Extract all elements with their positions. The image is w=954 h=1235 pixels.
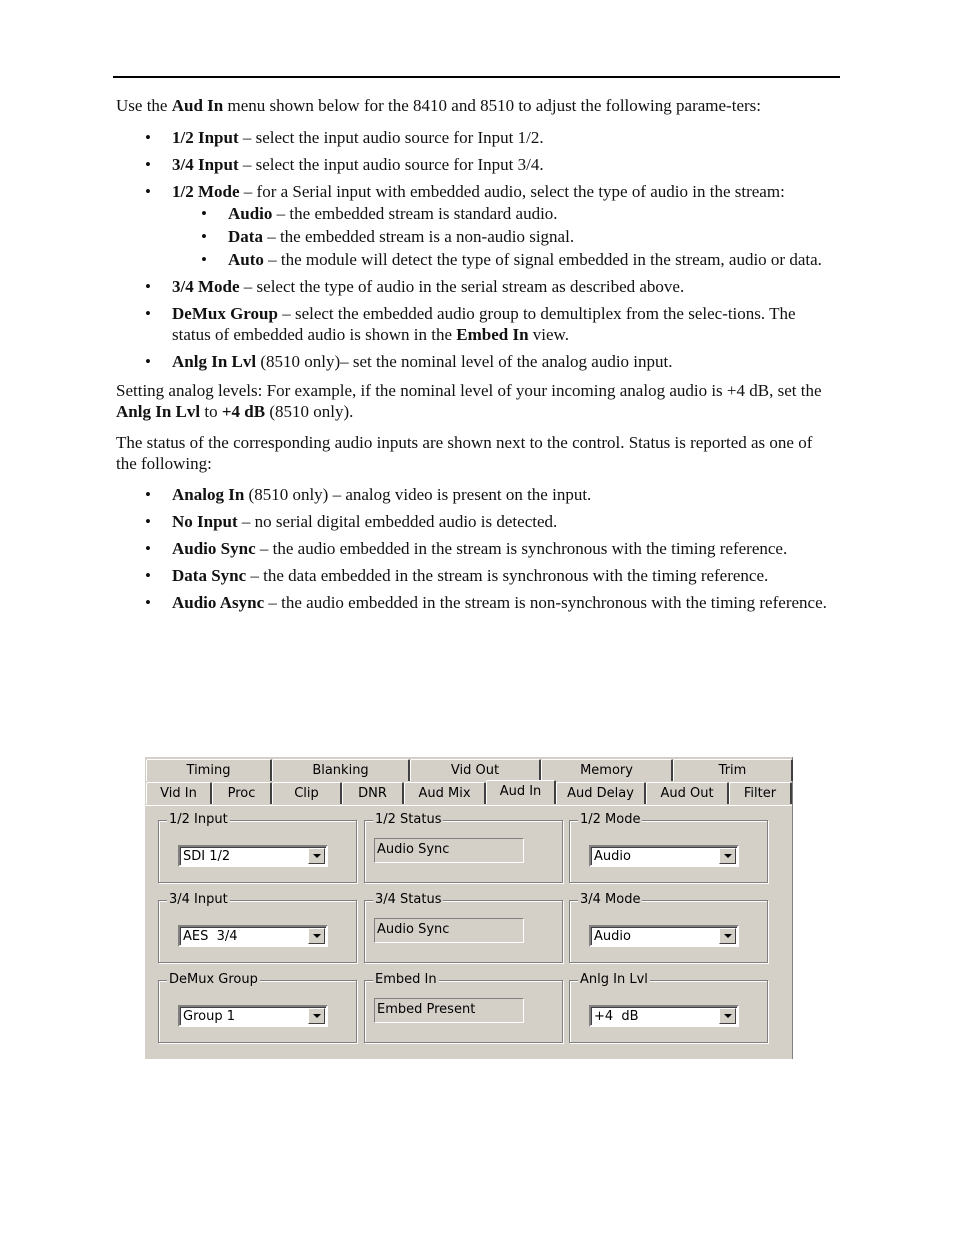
header-rule	[113, 76, 840, 78]
group-label: 1/2 Mode	[580, 812, 641, 827]
tab-aud-out[interactable]: Aud Out	[646, 782, 729, 804]
chevron-down-icon[interactable]	[308, 848, 325, 864]
tab-dnr[interactable]: DNR	[342, 782, 404, 804]
levels-paragraph: Setting analog levels: For example, if the nominal level of your incoming analog audio is +4 dB, set the Anlg In Lvl to +4 dB (8510 only).	[116, 381, 822, 421]
select-value: Audio	[594, 849, 631, 864]
mode-12-group	[569, 812, 768, 883]
group-label: 3/4 Mode	[580, 892, 641, 907]
list-item: • Audio Sync – the audio embedded in the stream is synchronous with the timing reference.	[172, 539, 836, 560]
list-item: • Data – the embedded stream is a non-audio signal.	[228, 227, 836, 248]
embed-in-readout: Embed Present	[374, 998, 524, 1023]
document-body	[116, 96, 836, 623]
list-item: • Auto – the module will detect the type of signal embedded in the stream, audio or data.	[228, 250, 836, 271]
list-item: • Analog In (8510 only) – analog video is present on the input.	[172, 485, 836, 506]
mode-option-list	[172, 204, 836, 271]
list-item: • 3/4 Mode – select the type of audio in the serial stream as described above.	[172, 277, 836, 298]
chevron-down-icon[interactable]	[719, 848, 736, 864]
group-label: DeMux Group	[169, 972, 258, 987]
mode-12-select[interactable]	[589, 845, 739, 867]
embed-in-group	[364, 972, 563, 1043]
group-label: Anlg In Lvl	[580, 972, 648, 987]
status-list	[116, 485, 836, 614]
mode-34-group	[569, 892, 768, 963]
tab-aud-in[interactable]: Aud In	[486, 780, 556, 804]
anlg-in-lvl-group	[569, 972, 768, 1043]
demux-group-group	[158, 972, 357, 1043]
list-item: • Anlg In Lvl (8510 only)– set the nominal level of the analog audio input.	[172, 352, 836, 373]
input-34-group	[158, 892, 357, 963]
list-item: • Audio – the embedded stream is standard audio.	[228, 204, 836, 225]
select-value: Group 1	[183, 1009, 235, 1024]
list-item: • 3/4 Input – select the input audio source for Input 3/4.	[172, 155, 836, 176]
chevron-down-icon[interactable]	[719, 1008, 736, 1024]
tab-filter[interactable]: Filter	[729, 782, 792, 804]
anlg-in-lvl-select[interactable]	[589, 1005, 739, 1027]
chevron-down-icon[interactable]	[308, 928, 325, 944]
tab-aud-mix[interactable]: Aud Mix	[404, 782, 486, 804]
tab-blanking[interactable]: Blanking	[272, 759, 410, 781]
tab-trim[interactable]: Trim	[673, 759, 793, 781]
tab-timing[interactable]: Timing	[146, 759, 272, 781]
tab-aud-delay[interactable]: Aud Delay	[556, 782, 646, 804]
mode-34-select[interactable]	[589, 925, 739, 947]
parameter-list	[116, 128, 836, 373]
status-paragraph: The status of the corresponding audio inputs are shown next to the control. Status is reported as one of the following:	[116, 433, 813, 473]
chevron-down-icon[interactable]	[719, 928, 736, 944]
aud-in-panel	[145, 805, 792, 1059]
select-value: +4 dB	[594, 1009, 639, 1024]
select-value: Audio	[594, 929, 631, 944]
input-34-select[interactable]	[178, 925, 328, 947]
list-item: • 1/2 Input – select the input audio source for Input 1/2.	[172, 128, 836, 149]
group-label: 1/2 Status	[375, 812, 442, 827]
list-item: • Audio Async – the audio embedded in the stream is non-synchronous with the timing reference.	[172, 593, 836, 614]
intro-paragraph: Use the Aud In menu shown below for the 8410 and 8510 to adjust the following parame-ters:	[116, 96, 761, 115]
list-item: • 1/2 Mode – for a Serial input with embedded audio, select the type of audio in the stream: • Audio – the embedded stream is standard audio. • Data – the embedded stream is a non-audio signal. • Auto – the module will detect the type of signal embedded in the stream, audio or data.	[172, 182, 836, 271]
aud-in-dialog	[145, 757, 793, 1059]
status-34-group	[364, 892, 563, 963]
tab-proc[interactable]: Proc	[212, 782, 272, 804]
tab-clip[interactable]: Clip	[272, 782, 342, 804]
list-item: • DeMux Group – select the embedded audio group to demultiplex from the selec-tions. The status of embedded audio is shown in the Embed In view.	[172, 304, 836, 345]
select-value: SDI 1/2	[183, 849, 231, 864]
list-item: • No Input – no serial digital embedded audio is detected.	[172, 512, 836, 533]
group-label: 3/4 Status	[375, 892, 442, 907]
status-12-group	[364, 812, 563, 883]
tab-memory[interactable]: Memory	[541, 759, 673, 781]
group-label: 1/2 Input	[169, 812, 228, 827]
group-label: 3/4 Input	[169, 892, 228, 907]
input-12-select[interactable]	[178, 845, 328, 867]
list-item: • Data Sync – the data embedded in the stream is synchronous with the timing reference.	[172, 566, 836, 587]
tab-vid-out[interactable]: Vid Out	[410, 759, 541, 781]
select-value: AES 3/4	[183, 929, 238, 944]
chevron-down-icon[interactable]	[308, 1008, 325, 1024]
tab-vid-in[interactable]: Vid In	[146, 782, 212, 804]
demux-group-select[interactable]	[178, 1005, 328, 1027]
input-12-group	[158, 812, 357, 883]
status-34-readout: Audio Sync	[374, 918, 524, 943]
group-label: Embed In	[375, 972, 437, 987]
status-12-readout: Audio Sync	[374, 838, 524, 863]
